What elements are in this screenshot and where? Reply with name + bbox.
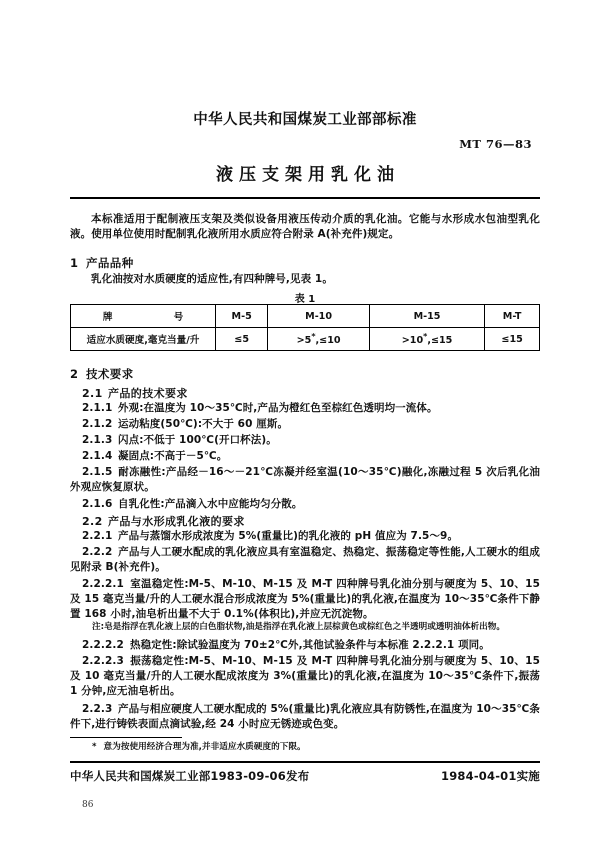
clause-2-2-3-number: 2.2.3 xyxy=(82,703,113,715)
clause-2-1-3-number: 2.1.3 xyxy=(82,434,113,446)
table-col-m10: M-10 xyxy=(268,305,370,328)
page-title: 液压支架用乳化油 xyxy=(216,165,400,185)
table-col-m15: M-15 xyxy=(369,305,484,328)
clause-2-2-1-number: 2.2.1 xyxy=(82,530,113,542)
table-row xyxy=(71,328,540,351)
footer-divider xyxy=(70,761,540,763)
clause-2-1-3 xyxy=(70,433,540,448)
clause-2-2-2-2-text: 热稳定性:除试验温度为 70±2℃外,其他试验条件与本标准 2.2.2.1 项同。 xyxy=(130,639,490,651)
clause-2-2-2-3 xyxy=(70,654,540,699)
table-caption: 表 1 xyxy=(294,294,316,305)
footer-issue-info: 中华人民共和国煤炭工业部1983-09-06发布 xyxy=(70,769,310,783)
section-1-intro: 乳化油按对水质硬度的适应性,有四种牌号,见表 1。 xyxy=(91,273,333,285)
clause-2-1-1-number: 2.1.1 xyxy=(82,402,113,414)
footnote-divider xyxy=(70,737,182,738)
page-footnote xyxy=(70,741,540,754)
clause-2-1-1 xyxy=(70,401,540,416)
section-2-number: 2 xyxy=(70,367,79,381)
clause-note: 注:皂是指浮在乳化液上层的白色脂状物,油是指浮在乳化液上层棕黄色或棕红色之半透明或透明油体析出物。 xyxy=(92,622,506,632)
standard-number: MT 76—83 xyxy=(459,137,532,151)
clause-2-1-5 xyxy=(70,465,540,495)
scope-paragraph: 本标准适用于配制液压支架及类似设备用液压传动介质的乳化油。它能与水形成水包油型乳化液。使用单位使用时配制乳化液所用水质应符合附录 A(补充件)规定。 xyxy=(70,213,540,240)
clause-2-2-2-3-number: 2.2.2.3 xyxy=(82,655,124,667)
issuing-authority-line: 中华人民共和国煤炭工业部部标准 xyxy=(193,112,417,128)
section-2-1-number: 2.1 xyxy=(82,387,103,400)
clause-2-1-6-text: 自乳化性:产品滴入水中应能均匀分散。 xyxy=(118,498,303,510)
section-heading-2 xyxy=(70,366,540,382)
section-1-number: 1 xyxy=(70,256,79,270)
clause-2-2-2-1-number: 2.2.2.1 xyxy=(82,578,124,590)
clause-2-1-2-number: 2.1.2 xyxy=(82,418,113,430)
section-heading-1 xyxy=(70,255,540,271)
clause-2-1-6 xyxy=(70,497,540,512)
page-content-area xyxy=(70,0,540,851)
section-2-1-label: 产品的技术要求 xyxy=(108,387,188,400)
footnote-text: 意为按使用经济合理为准,并非适应水质硬度的下限。 xyxy=(103,742,306,752)
section-2-2-label: 产品与水形成乳化液的要求 xyxy=(108,515,245,528)
clause-2-1-2-text: 运动粘度(50℃):不大于 60 厘斯。 xyxy=(118,418,289,430)
clause-2-2-1-text: 产品与蒸馏水形成浓度为 5%(重量比)的乳化液的 pH 值应为 7.5～9。 xyxy=(118,530,459,542)
footnote-marker-m15: * xyxy=(423,331,428,341)
table-rowhead-grade xyxy=(71,305,216,328)
table-cell-hardness-m5: ≤5 xyxy=(216,328,268,351)
clause-2-1-4-number: 2.1.4 xyxy=(82,450,113,462)
page-number: 86 xyxy=(82,800,94,810)
grade-specification-table xyxy=(70,304,540,351)
clause-2-1-3-text: 闪点:不低于 100℃(开口杯法)。 xyxy=(118,434,277,446)
clause-2-2-2-1-text: 室温稳定性:M-5、M-10、M-15 及 M-T 四种牌号乳化油分别与硬度为 5、10、15 及 15 毫克当量/升的人工硬水混合形成浓度为 5%(重量比)的乳化液,在温度为 10～35℃条件下静置 168 小时,油皂析出量不大于 0.1%(体积比),并应无沉淀物。 xyxy=(70,578,540,620)
title-divider xyxy=(70,197,540,199)
footer-effective-info: 1984-04-01实施 xyxy=(441,769,540,783)
clause-2-2-3-text: 产品与相应硬度人工硬水配成的 5%(重量比)乳化液应具有防锈性,在温度为 10～35℃条件下,进行铸铁表面点滴试验,经 24 小时应无锈迹或色变。 xyxy=(70,703,540,730)
table-rowhead-grade-label: 牌 号 xyxy=(102,312,198,323)
clause-2-1-4-text: 凝固点:不高于－5℃。 xyxy=(118,450,228,462)
section-2-2-number: 2.2 xyxy=(82,515,103,528)
table-col-m5: M-5 xyxy=(216,305,268,328)
clause-2-2-2-2 xyxy=(70,638,540,653)
clause-2-2-2 xyxy=(70,545,540,575)
clause-2-2-2-1 xyxy=(70,577,540,622)
table-cell-hardness-m15: >10*,≤15 xyxy=(369,328,484,351)
clause-2-1-5-number: 2.1.5 xyxy=(82,466,113,478)
clause-2-1-2 xyxy=(70,417,540,432)
section-2-label: 技术要求 xyxy=(86,367,134,381)
clause-2-2-2-text: 产品与人工硬水配成的乳化液应具有室温稳定、热稳定、振荡稳定等性能,人工硬水的组成见附录 B(补充件)。 xyxy=(70,546,540,573)
footnote-marker-m10: * xyxy=(311,331,316,341)
footnote-marker: * xyxy=(92,742,97,752)
clause-2-1-1-text: 外观:在温度为 10～35℃时,产品为橙红色至棕红色透明均一流体。 xyxy=(118,402,438,414)
table-row-header xyxy=(71,305,540,328)
clause-2-1-5-text: 耐冻融性:产品经－16～－21℃冻凝并经室温(10～35℃)融化,冻融过程 5 次后乳化油外观应恢复原状。 xyxy=(70,466,540,493)
clause-2-2-2-number: 2.2.2 xyxy=(82,546,113,558)
clause-2-2-3 xyxy=(70,702,540,732)
clause-2-2-1 xyxy=(70,529,540,544)
section-heading-2-1 xyxy=(82,385,540,401)
table-col-mt: M-T xyxy=(485,305,540,328)
table-cell-hardness-mt: ≤15 xyxy=(485,328,540,351)
section-1-label: 产品品种 xyxy=(86,256,134,270)
section-heading-2-2 xyxy=(82,513,540,529)
clause-2-1-4 xyxy=(70,449,540,464)
table-rowhead-hardness: 适应水质硬度,毫克当量/升 xyxy=(71,328,216,351)
clause-2-2-2-3-text: 振荡稳定性:M-5、M-10、M-15 及 M-T 四种牌号乳化油分别与硬度为 5、10、15 及 10 毫克当量/升的人工硬水配成浓度为 3%(重量比)的乳化液,在温度为 10～35℃条件下,振荡 1 分钟,应无油皂析出。 xyxy=(70,655,540,697)
clause-2-2-2-2-number: 2.2.2.2 xyxy=(82,639,124,651)
clause-2-1-6-number: 2.1.6 xyxy=(82,498,113,510)
table-cell-hardness-m10: >5*,≤10 xyxy=(268,328,370,351)
